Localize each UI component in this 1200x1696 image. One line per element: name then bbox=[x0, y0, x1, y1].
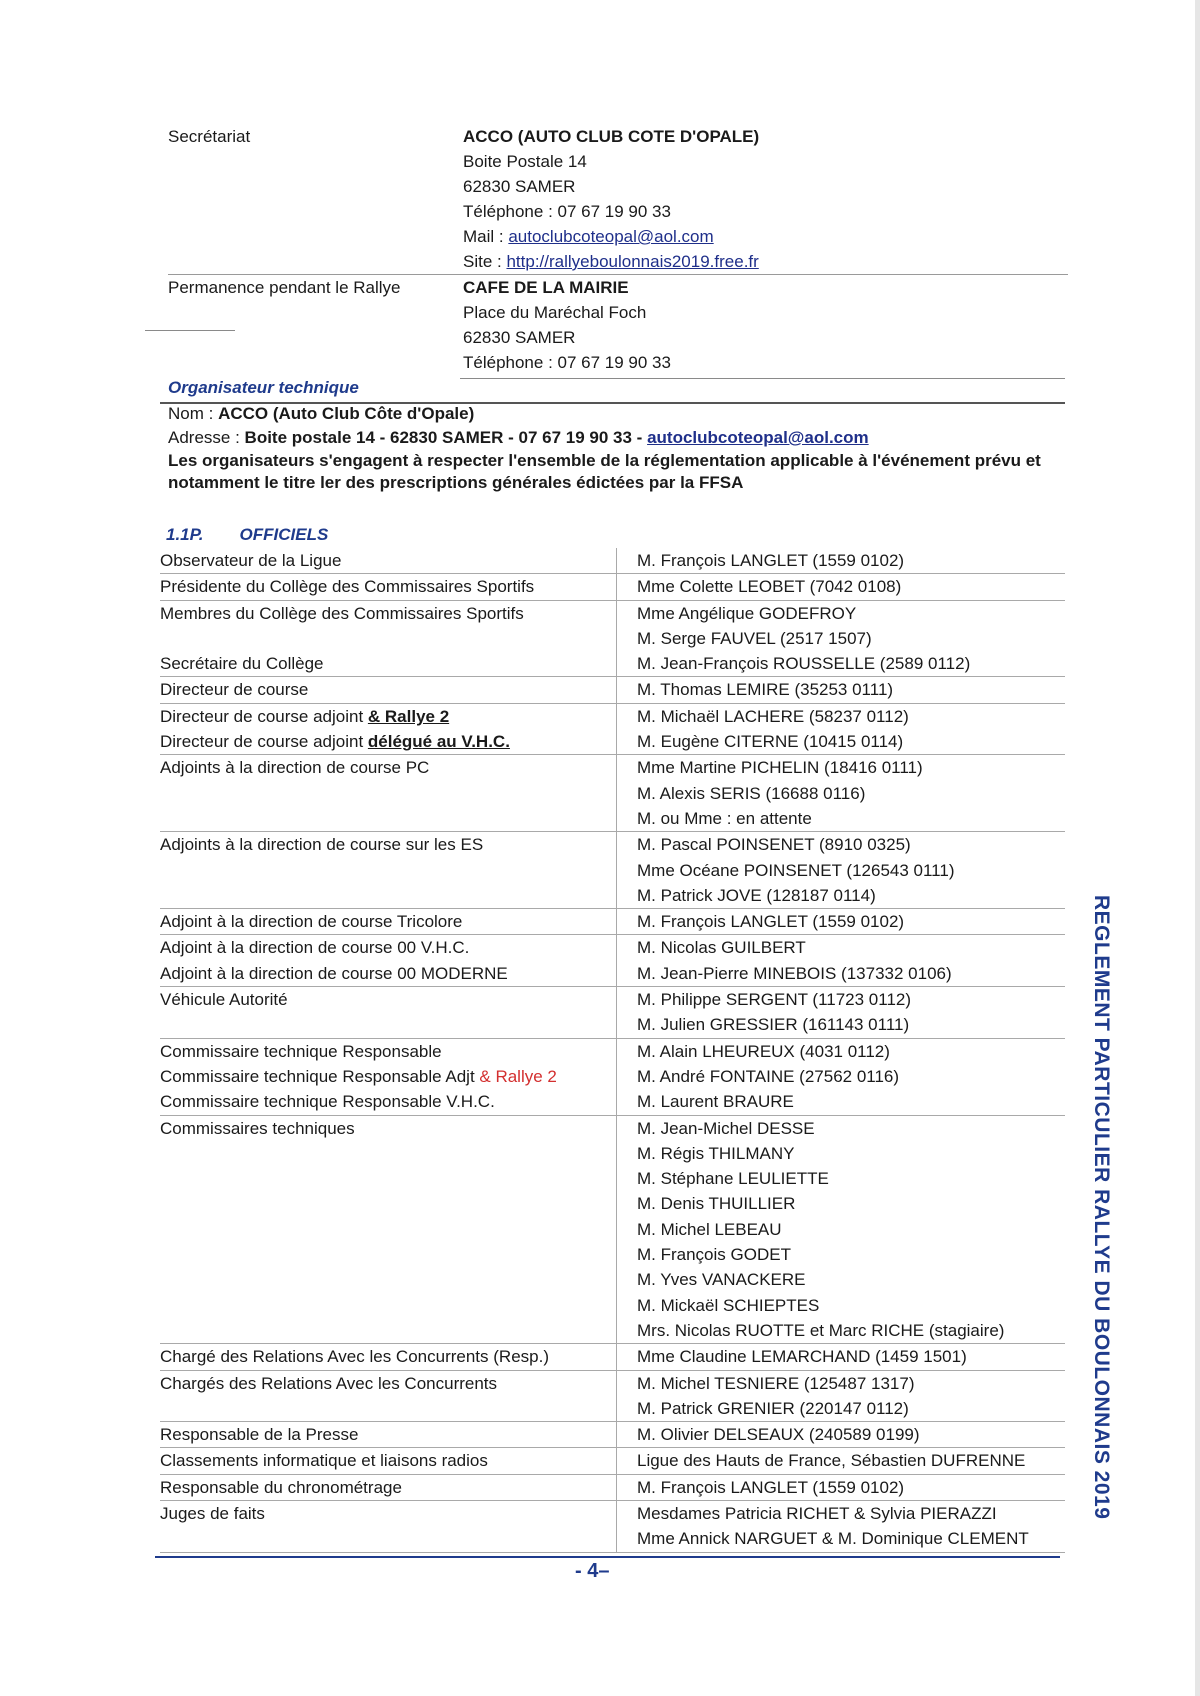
person-name: Mme Annick NARGUET & M. Dominique CLEMENT bbox=[637, 1529, 1029, 1549]
table-row bbox=[160, 987, 1065, 1039]
person-cell bbox=[617, 1344, 1065, 1369]
secretariat-site bbox=[463, 249, 1068, 274]
nom-label: Nom : bbox=[168, 404, 219, 423]
role-cell bbox=[160, 601, 617, 677]
role-label bbox=[160, 1267, 610, 1292]
person-name: M. Mickaël SCHIEPTES bbox=[637, 1295, 820, 1315]
organisateur-block bbox=[168, 402, 1068, 494]
secretariat-site-link[interactable]: http://rallyeboulonnais2019.free.fr bbox=[506, 252, 759, 271]
organisateur-engagement: Les organisateurs s'engagent à respecter l'ensemble de la réglementation applicable à l'événement prévu et notamment le titre ler des prescriptions générales édictées par la FFSA bbox=[168, 451, 1041, 492]
person-cell bbox=[617, 935, 1065, 986]
role-label: Adjoint à la direction de course Tricolore bbox=[160, 912, 463, 932]
adresse-label: Adresse : bbox=[168, 428, 245, 447]
person-name: M. Laurent BRAURE bbox=[637, 1092, 794, 1112]
secretariat-label: Secrétariat bbox=[168, 127, 251, 146]
permanence-address-1: Place du Maréchal Foch bbox=[463, 303, 647, 322]
person-cell bbox=[617, 1475, 1065, 1500]
role-label: Présidente du Collège des Commissaires Sportifs bbox=[160, 577, 535, 597]
role-label: Responsable du chronométrage bbox=[160, 1477, 402, 1497]
role-label: Secrétaire du Collège bbox=[160, 654, 324, 674]
person-name: M. François LANGLET (1559 0102) bbox=[637, 551, 905, 570]
secretariat-row bbox=[168, 124, 1068, 274]
person-name: M. François LANGLET (1559 0102) bbox=[637, 1477, 905, 1497]
person-cell bbox=[617, 909, 1065, 934]
person-cell bbox=[617, 1501, 1065, 1552]
role-label bbox=[160, 1526, 610, 1551]
role-label bbox=[160, 1141, 610, 1166]
secretariat-phone: Téléphone : 07 67 19 90 33 bbox=[463, 202, 671, 221]
page-edge bbox=[1195, 0, 1200, 1696]
role-cell bbox=[160, 677, 617, 702]
table-row bbox=[160, 1422, 1065, 1448]
person-name: M. Thomas LEMIRE (35253 0111) bbox=[637, 680, 894, 700]
role-label: Chargé des Relations Avec les Concurrents (Resp.) bbox=[160, 1347, 549, 1367]
role-cell bbox=[160, 1448, 617, 1473]
person-cell bbox=[617, 704, 1065, 755]
section-name: OFFICIELS bbox=[239, 525, 329, 544]
role-label: Commissaire technique Responsable V.H.C. bbox=[160, 1092, 495, 1112]
person-cell bbox=[617, 987, 1065, 1038]
person-name: M. François LANGLET (1559 0102) bbox=[637, 912, 905, 932]
role-label bbox=[160, 806, 610, 831]
role-label: Adjoints à la direction de course sur les ES bbox=[160, 835, 484, 855]
secretariat-address-2: 62830 SAMER bbox=[463, 177, 576, 196]
person-name: M. Stéphane LEULIETTE bbox=[637, 1169, 829, 1189]
organisateur-address: Boite postale 14 - 62830 SAMER - 07 67 19 90 33 - bbox=[244, 428, 648, 447]
table-row bbox=[160, 601, 1065, 678]
role-label bbox=[160, 1318, 610, 1343]
role-cell bbox=[160, 1344, 617, 1369]
role-cell bbox=[160, 987, 617, 1038]
person-name: M. Jean-Pierre MINEBOIS (137332 0106) bbox=[637, 963, 952, 983]
organisateur-name-line bbox=[168, 402, 1068, 426]
person-name: M. François GODET bbox=[637, 1245, 791, 1265]
role-label: Observateur de la Ligue bbox=[160, 551, 342, 570]
person-name: M. ou Mme : en attente bbox=[637, 808, 812, 828]
table-row bbox=[160, 909, 1065, 935]
table-row bbox=[160, 677, 1065, 703]
site-label: Site : bbox=[463, 252, 507, 271]
person-name: M. Alain LHEUREUX (4031 0112) bbox=[637, 1041, 890, 1061]
table-row bbox=[160, 1371, 1065, 1423]
role-label bbox=[160, 1396, 610, 1421]
person-cell bbox=[617, 1116, 1065, 1344]
person-cell bbox=[617, 574, 1065, 599]
person-name: Mrs. Nicolas RUOTTE et Marc RICHE (stagiaire) bbox=[637, 1320, 1005, 1340]
secretariat-mail bbox=[463, 224, 1068, 249]
person-name: M. Olivier DELSEAUX (240589 0199) bbox=[637, 1425, 920, 1445]
person-name: M. André FONTAINE (27562 0116) bbox=[637, 1066, 900, 1086]
contact-block bbox=[168, 124, 1068, 375]
role-label: Classements informatique et liaisons radios bbox=[160, 1451, 488, 1471]
person-name: M. Pascal POINSENET (8910 0325) bbox=[637, 835, 911, 855]
role-label bbox=[160, 883, 610, 908]
table-row bbox=[160, 1344, 1065, 1370]
divider bbox=[145, 330, 235, 331]
person-name: Mme Martine PICHELIN (18416 0111) bbox=[637, 758, 923, 778]
person-name: M. Alexis SERIS (16688 0116) bbox=[637, 783, 866, 803]
person-name: Mme Colette LEOBET (7042 0108) bbox=[637, 577, 902, 597]
role-cell bbox=[160, 1501, 617, 1552]
person-cell bbox=[617, 601, 1065, 677]
table-row bbox=[160, 1116, 1065, 1345]
person-name: Mesdames Patricia RICHET & Sylvia PIERAZZI bbox=[637, 1503, 997, 1523]
person-name: M. Nicolas GUILBERT bbox=[637, 938, 806, 958]
role-label: Directeur de course adjoint délégué au V.H.C. bbox=[160, 732, 510, 752]
person-cell bbox=[617, 1422, 1065, 1447]
role-label bbox=[160, 1217, 610, 1242]
rallye-2-mark: & Rallye 2 bbox=[367, 706, 450, 726]
secretariat-mail-link[interactable]: autoclubcoteopal@aol.com bbox=[508, 227, 714, 246]
role-label: Adjoints à la direction de course PC bbox=[160, 758, 430, 778]
role-label: Adjoint à la direction de course 00 MODERNE bbox=[160, 963, 508, 983]
permanence-label: Permanence pendant le Rallye bbox=[168, 278, 401, 297]
table-row bbox=[160, 755, 1065, 832]
divider bbox=[460, 378, 1065, 379]
permanence-address-2: 62830 SAMER bbox=[463, 328, 576, 347]
table-row bbox=[160, 548, 1065, 574]
footer-rule bbox=[155, 1556, 1060, 1558]
secretariat-address-1: Boite Postale 14 bbox=[463, 152, 587, 171]
rallye-2-mark: & Rallye 2 bbox=[479, 1066, 557, 1086]
role-label: Véhicule Autorité bbox=[160, 990, 288, 1010]
role-cell bbox=[160, 755, 617, 831]
role-label bbox=[160, 781, 610, 806]
permanence-phone: Téléphone : 07 67 19 90 33 bbox=[463, 353, 671, 372]
table-row bbox=[160, 935, 1065, 987]
person-name: M. Michel LEBEAU bbox=[637, 1219, 782, 1239]
role-label: Membres du Collège des Commissaires Sportifs bbox=[160, 603, 524, 623]
person-name: Ligue des Hauts de France, Sébastien DUFRENNE bbox=[637, 1451, 1026, 1471]
person-name: M. Jean-Michel DESSE bbox=[637, 1118, 815, 1138]
role-cell bbox=[160, 832, 617, 908]
person-cell bbox=[617, 755, 1065, 831]
person-name: M. Julien GRESSIER (161143 0111) bbox=[637, 1015, 910, 1035]
person-cell bbox=[617, 1371, 1065, 1422]
role-label bbox=[160, 626, 610, 651]
person-name: M. Denis THUILLIER bbox=[637, 1194, 796, 1214]
role-label bbox=[160, 1166, 610, 1191]
page-number: - 4– bbox=[575, 1560, 610, 1582]
person-cell bbox=[617, 1039, 1065, 1115]
table-row bbox=[160, 832, 1065, 909]
role-cell bbox=[160, 1116, 617, 1344]
person-name: M. Régis THILMANY bbox=[637, 1143, 795, 1163]
officiels-table bbox=[160, 548, 1065, 1553]
person-name: M. Patrick GRENIER (220147 0112) bbox=[637, 1398, 909, 1418]
role-label: Commissaire technique Responsable bbox=[160, 1041, 442, 1061]
permanence-name: CAFE DE LA MAIRIE bbox=[463, 278, 629, 297]
role-cell bbox=[160, 704, 617, 755]
role-label bbox=[160, 1242, 610, 1267]
role-cell bbox=[160, 1475, 617, 1500]
role-label: Directeur de course adjoint & Rallye 2 bbox=[160, 706, 450, 726]
person-name: M. Yves VANACKERE bbox=[637, 1270, 806, 1290]
person-name: M. Patrick JOVE (128187 0114) bbox=[637, 885, 876, 905]
role-label bbox=[160, 1012, 610, 1037]
vhc-delegate-mark: délégué au V.H.C. bbox=[367, 732, 510, 752]
permanence-details bbox=[463, 275, 1068, 375]
person-cell bbox=[617, 548, 1065, 573]
role-cell bbox=[160, 1039, 617, 1115]
role-cell bbox=[160, 1371, 617, 1422]
person-name: Mme Claudine LEMARCHAND (1459 1501) bbox=[637, 1347, 967, 1367]
role-cell bbox=[160, 548, 617, 573]
secretariat-name: ACCO (AUTO CLUB COTE D'OPALE) bbox=[463, 127, 760, 146]
role-cell bbox=[160, 1422, 617, 1447]
person-name: M. Eugène CITERNE (10415 0114) bbox=[637, 732, 904, 752]
role-label bbox=[160, 1293, 610, 1318]
secretariat-details bbox=[463, 124, 1068, 274]
table-row bbox=[160, 1039, 1065, 1116]
mail-label: Mail : bbox=[463, 227, 509, 246]
role-label: Chargés des Relations Avec les Concurrents bbox=[160, 1373, 498, 1393]
organisateur-title: Organisateur technique bbox=[168, 378, 359, 397]
organisateur-address-line bbox=[168, 426, 1068, 450]
role-label: Commissaire technique Responsable Adjt & Rallye 2 bbox=[160, 1066, 557, 1086]
person-cell bbox=[617, 677, 1065, 702]
role-label: Juges de faits bbox=[160, 1503, 265, 1523]
role-label: Directeur de course bbox=[160, 680, 309, 700]
role-label bbox=[160, 858, 610, 883]
table-row bbox=[160, 704, 1065, 756]
role-cell bbox=[160, 909, 617, 934]
table-row bbox=[160, 1501, 1065, 1553]
table-row bbox=[160, 1448, 1065, 1474]
person-name: M. Philippe SERGENT (11723 0112) bbox=[637, 990, 912, 1010]
section-number: 1.1P. bbox=[166, 525, 204, 544]
table-row bbox=[160, 574, 1065, 600]
permanence-row bbox=[168, 274, 1068, 375]
person-cell bbox=[617, 832, 1065, 908]
organisateur-email-link[interactable]: autoclubcoteopal@aol.com bbox=[647, 428, 869, 447]
person-name: M. Michaël LACHERE (58237 0112) bbox=[637, 706, 909, 726]
role-cell bbox=[160, 574, 617, 599]
person-name: M. Jean-François ROUSSELLE (2589 0112) bbox=[637, 654, 971, 674]
section-title bbox=[166, 525, 364, 545]
person-cell bbox=[617, 1448, 1065, 1473]
person-name: M. Michel TESNIERE (125487 1317) bbox=[637, 1373, 915, 1393]
person-name: Mme Océane POINSENET (126543 0111) bbox=[637, 860, 955, 880]
role-label: Commissaires techniques bbox=[160, 1118, 355, 1138]
side-title: REGLEMENT PARTICULIER RALLYE DU BOULONNAIS 2019 bbox=[1090, 895, 1113, 1520]
person-name: M. Serge FAUVEL (2517 1507) bbox=[637, 628, 872, 648]
role-cell bbox=[160, 935, 617, 986]
organisateur-name: ACCO (Auto Club Côte d'Opale) bbox=[218, 404, 475, 423]
role-label bbox=[160, 1191, 610, 1216]
role-label: Adjoint à la direction de course 00 V.H.C. bbox=[160, 938, 470, 958]
table-row bbox=[160, 1475, 1065, 1501]
role-label: Responsable de la Presse bbox=[160, 1425, 359, 1445]
person-name: Mme Angélique GODEFROY bbox=[637, 603, 857, 623]
